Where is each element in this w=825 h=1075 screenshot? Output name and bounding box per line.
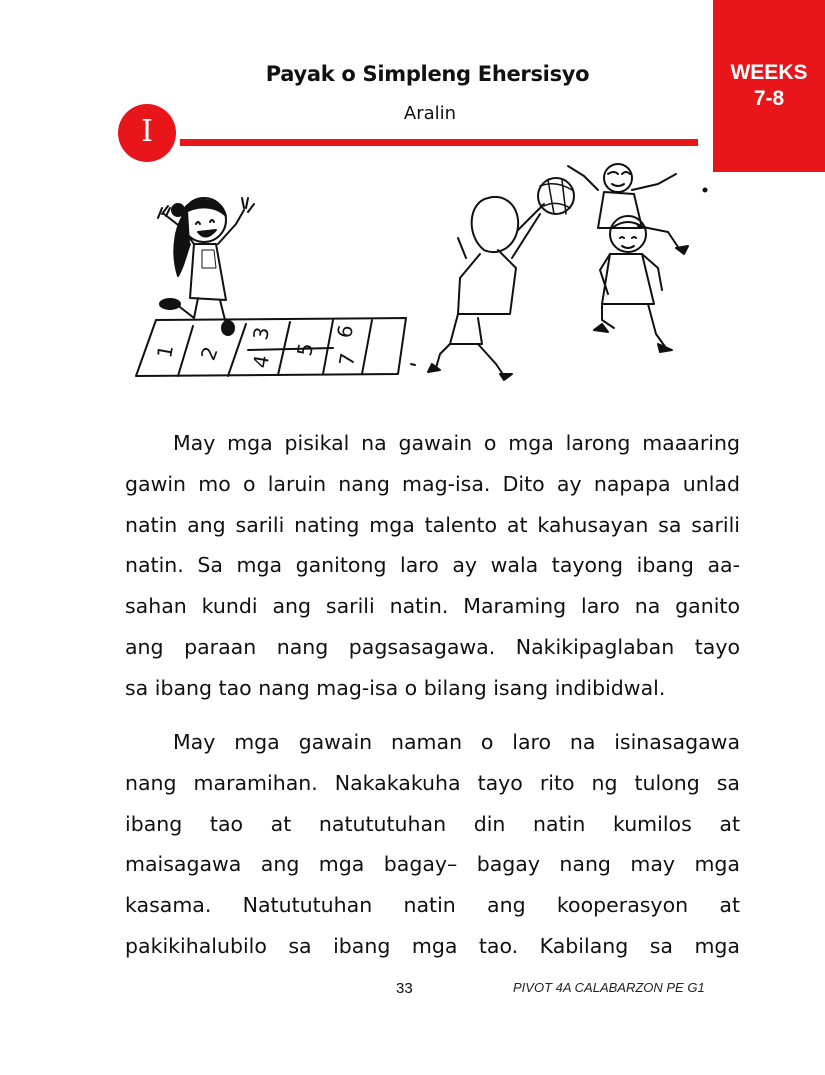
text-line: ang paraan nang pagsasagawa. Nakikipaglaban tayo	[125, 634, 740, 659]
section-badge: I	[118, 104, 176, 162]
hopscotch-number: 4	[248, 353, 275, 370]
weeks-label: WEEKS	[730, 61, 808, 84]
hopscotch-number: 5	[292, 341, 319, 358]
text-line: sa ibang tao nang mag-isa o bilang isang indibidwal.	[125, 675, 666, 700]
title-underline	[180, 139, 698, 146]
text-line: ibang tao at natututuhan din natin kumilos at	[125, 811, 740, 836]
hopscotch-number: 7	[334, 351, 361, 368]
text-line: natin. Sa mga ganitong laro ay wala tayong ibang aa-	[125, 553, 740, 578]
text-line: gawin mo o laruin nang mag-isa. Dito ay napapa unlad	[125, 471, 740, 496]
weeks-tab	[713, 0, 825, 172]
hopscotch-number: 6	[332, 323, 359, 340]
text-line: May mga pisikal na gawain o mga larong maaaring	[173, 431, 740, 455]
hopscotch-grid-icon	[136, 318, 415, 376]
hopscotch-number: 2	[195, 343, 223, 364]
page-title: Payak o Simpleng Ehersisyo	[265, 62, 590, 86]
text-line: pakikihalubilo sa ibang mga tao. Kabilang sa mga	[125, 933, 740, 958]
boy-with-ball-icon	[428, 178, 574, 380]
hopscotch-number: 1	[152, 343, 179, 360]
kids-jumping-icon	[568, 164, 707, 352]
footer-label: PIVOT 4A CALABARZON PE G1	[513, 980, 705, 995]
girl-hopscotch-icon	[158, 198, 254, 335]
text-line: maisagawa ang mga bagay– bagay nang may mga	[125, 852, 740, 877]
text-line: May mga gawain naman o laro na isinasagawa	[173, 730, 740, 754]
paragraph-2	[125, 722, 740, 967]
children-playing-illustration	[128, 158, 718, 390]
text-line: kasama. Natututuhan natin ang kooperasyon at	[125, 893, 740, 918]
weeks-range: 7-8	[753, 87, 785, 110]
text-line: sahan kundi ang sarili natin. Maraming laro na ganito	[125, 594, 740, 619]
text-line: natin ang sarili nating mga talento at kahusayan sa sarili	[125, 512, 740, 537]
page-number: 33	[396, 980, 413, 997]
text-line: nang maramihan. Nakakakuha tayo rito ng tulong sa	[125, 770, 740, 795]
hopscotch-number: 3	[248, 325, 275, 342]
paragraph-1	[125, 423, 740, 709]
page-subtitle: Aralin	[403, 103, 457, 124]
